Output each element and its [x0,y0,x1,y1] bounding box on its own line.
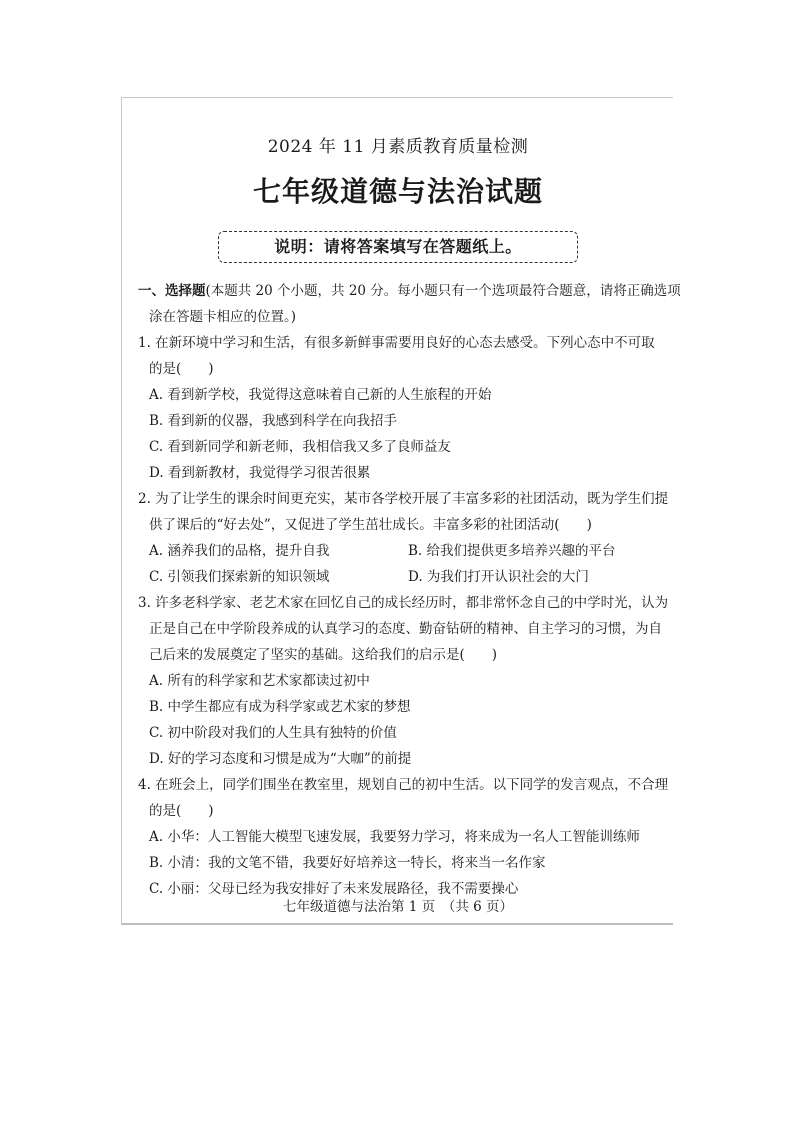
q2-option-b: B. 给我们提供更多培养兴趣的平台 [408,543,616,559]
q3-option-d: D. 好的学习态度和习惯是成为“大咖”的前提 [149,751,412,767]
q2-option-a: A. 涵养我们的品格，提升自我 [149,543,330,559]
exam-title: 七年级道德与法治试题 [252,175,543,208]
q3-stem-line-2: 正是自己在中学阶段养成的认真学习的态度、勤奋钻研的精神、自主学习的习惯，为自 [149,621,662,637]
q3-option-a: A. 所有的科学家和艺术家都读过初中 [149,673,370,689]
q1-stem-line-1: 1. 在新环境中学习和生活，有很多新鲜事需要用良好的心态去感受。下列心态中不可取 [138,335,655,351]
q3-stem-line-3: 己后来的发展奠定了坚实的基础。这给我们的启示是( ) [149,647,498,663]
notice-box: 说明：请将答案填写在答题纸上。 [218,231,578,263]
q1-stem-line-2: 的是( ) [149,361,214,377]
q2-stem-line-1: 2. 为了让学生的课余时间更充实，某市各学校开展了丰富多彩的社团活动，既为学生们提 [138,491,669,507]
q1-option-c: C. 看到新同学和新老师，我相信我又多了良师益友 [149,439,451,455]
section-heading [138,279,681,299]
q2-option-d: D. 为我们打开认识社会的大门 [408,569,589,585]
section-intro-line-1: (本题共 20 个小题，共 20 分。每小题只有一个选项最符合题意，请将正确选项 [205,283,681,299]
q4-option-b: B. 小清：我的文笔不错，我要好好培养这一特长，将来当一名作家 [149,855,546,871]
q4-option-a: A. 小华：人工智能大模型飞速发展，我要努力学习，将来成为一名人工智能训练师 [149,829,640,845]
q4-stem-line-2: 的是( ) [149,803,214,819]
page-footer: 七年级道德与法治第 1 页 （共 6 页） [282,899,514,915]
exam-page [121,97,681,925]
q2-option-c: C. 引领我们探索新的知识领域 [149,569,330,585]
q4-stem-line-1: 4. 在班会上，同学们围坐在教室里，规划自己的初中生活。以下同学的发言观点，不合理 [138,777,669,793]
q3-stem-line-1: 3. 许多老科学家、老艺术家在回忆自己的成长经历时，都非常怀念自己的中学时光，认为 [138,595,669,611]
section-intro-line-2: 涂在答题卡相应的位置。) [149,309,297,325]
q3-option-c: C. 初中阶段对我们的人生具有独特的价值 [149,725,397,741]
q1-option-d: D. 看到新教材，我觉得学习很苦很累 [149,465,371,481]
q2-stem-line-2: 供了课后的“好去处”，又促进了学生茁壮成长。丰富多彩的社团活动( ) [149,517,592,533]
q3-option-b: B. 中学生都应有成为科学家或艺术家的梦想 [149,699,411,715]
q4-option-c: C. 小丽：父母已经为我安排好了未来发展路径，我不需要操心 [149,881,519,897]
q1-option-a: A. 看到新学校，我觉得这意味着自己新的人生旅程的开始 [149,387,492,403]
exam-subtitle: 2024 年 11 月素质教育质量检测 [267,137,529,157]
section-label: 一、选择题 [138,283,206,299]
q1-option-b: B. 看到新的仪器，我感到科学在向我招手 [149,413,398,429]
